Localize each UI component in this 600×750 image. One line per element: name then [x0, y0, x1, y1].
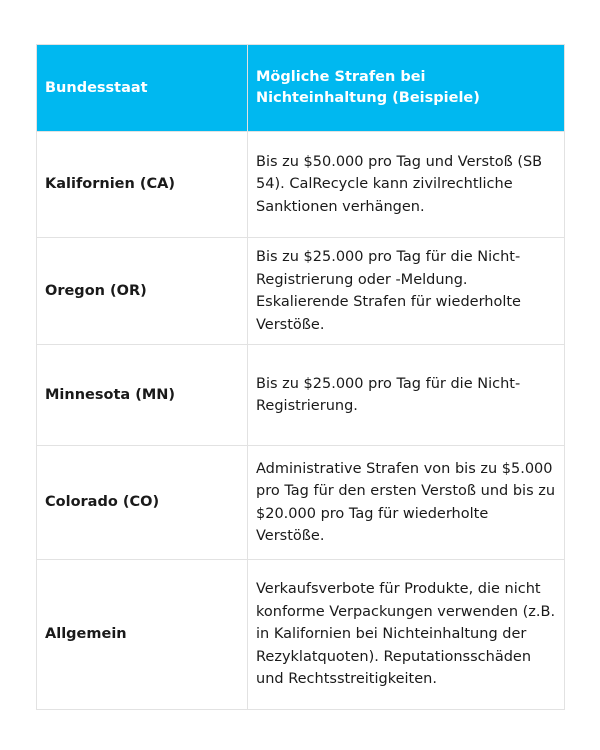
header-row	[37, 45, 565, 132]
penalties-table	[36, 44, 565, 710]
penalty-cell: Administrative Strafen von bis zu $5.000 pro Tag für den ersten Verstoß und bis zu $20.000 pro Tag für wiederholte Verstöße.	[248, 446, 565, 560]
header-state: Bundesstaat	[37, 45, 248, 132]
header-penalties: Mögliche Strafen bei Nichteinhaltung (Beispiele)	[248, 45, 565, 132]
table-row	[37, 446, 565, 560]
penalty-cell: Bis zu $50.000 pro Tag und Verstoß (SB 54). CalRecycle kann zivilrechtliche Sanktionen verhängen.	[248, 132, 565, 238]
penalty-cell: Bis zu $25.000 pro Tag für die Nicht-Registrierung.	[248, 345, 565, 446]
table-row	[37, 238, 565, 345]
table-body	[37, 132, 565, 710]
penalty-cell: Bis zu $25.000 pro Tag für die Nicht-Registrierung oder -Meldung. Eskalierende Strafen für wiederholte Verstöße.	[248, 238, 565, 345]
state-cell: Allgemein	[37, 560, 248, 710]
table-row	[37, 132, 565, 238]
state-cell: Kalifornien (CA)	[37, 132, 248, 238]
table-header	[37, 45, 565, 132]
table-row	[37, 345, 565, 446]
state-cell: Colorado (CO)	[37, 446, 248, 560]
table-row	[37, 560, 565, 710]
state-cell: Minnesota (MN)	[37, 345, 248, 446]
penalty-cell: Verkaufsverbote für Produkte, die nicht konforme Verpackungen verwenden (z.B. in Kalifornien bei Nichteinhaltung der Rezyklatquoten). Reputationsschäden und Rechtsstreitigkeiten.	[248, 560, 565, 710]
state-cell: Oregon (OR)	[37, 238, 248, 345]
